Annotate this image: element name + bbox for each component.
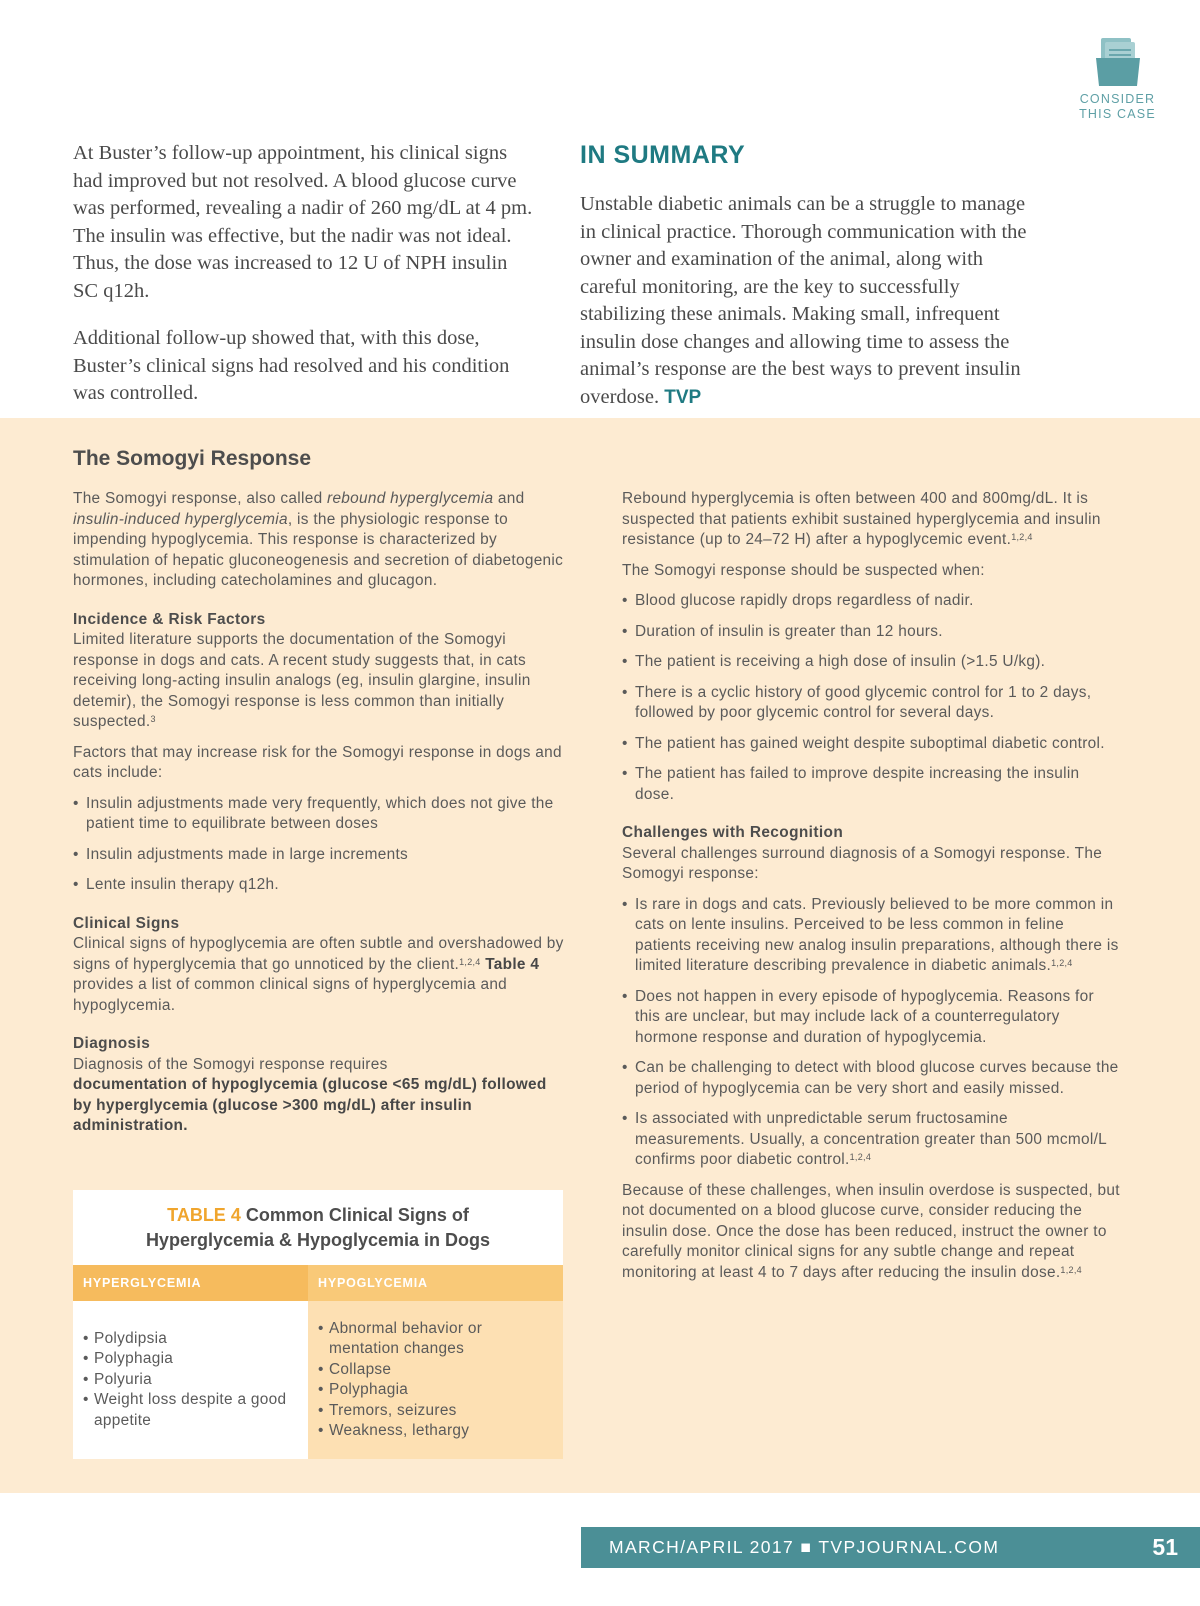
list-item: • Polydipsia [83, 1329, 298, 1350]
followup-paragraph-1: At Buster’s follow-up appointment, his clinical signs had improved but not resolved. A blood glucose curve was performed, revealing a nadir of 260 mg/dL at 4 pm. The insulin was effective, but the nadir was not ideal. Thus, the dose was increased to 12 U of NPH insulin SC q12h. [73, 142, 533, 302]
list-item: • Does not happen in every episode of hypoglycemia. Reasons for this are unclear, but may include lack of a counterregulatory hormone response and duration of hypoglycemia. [622, 987, 1122, 1049]
followup-paragraph-2: Additional follow-up showed that, with this dose, Buster’s clinical signs had resolved and his condition was controlled. [73, 327, 510, 404]
incidence-heading: Incidence & Risk Factors [73, 610, 266, 628]
risk-factor-list [73, 794, 568, 896]
list-item: • Can be challenging to detect with blood glucose curves because the period of hypoglycemia can be very short and easily missed. [622, 1058, 1122, 1099]
table-4-title: TABLE 4 Common Clinical Signs of Hyperglycemia & Hypoglycemia in Dogs [73, 1190, 563, 1265]
page-footer [581, 1527, 1200, 1568]
hypoglycemia-header: HYPOGLYCEMIA [308, 1265, 563, 1301]
factors-intro: Factors that may increase risk for the Somogyi response in dogs and cats include: [73, 743, 562, 781]
list-item: • Polyphagia [83, 1349, 298, 1370]
list-item: • The patient is receiving a high dose of insulin (>1.5 U/kg). [622, 652, 1122, 673]
hypoglycemia-column [308, 1265, 563, 1459]
suspect-list [622, 591, 1122, 805]
list-item: • Polyphagia [318, 1380, 553, 1401]
sidebar-title: The Somogyi Response [73, 447, 312, 470]
list-item: • The patient has gained weight despite suboptimal diabetic control. [622, 734, 1122, 755]
tvp-end-mark: TVP [664, 386, 702, 408]
somogyi-intro: The Somogyi response, also called rebound hyperglycemia and insulin-induced hyperglycemia, is the physiologic response to impending hypoglycemia. This response is characterized by stimulation of hepatic gluconeogenesis and secretion of diabetogenic hormones, including catecholamines and glucagon. [73, 490, 564, 589]
hyperglycemia-signs-list [83, 1329, 298, 1432]
challenges-list [622, 895, 1122, 1171]
list-item: • Insulin adjustments made in large increments [73, 845, 568, 866]
list-item: • Duration of insulin is greater than 12 hours. [622, 622, 1122, 643]
challenges-heading: Challenges with Recognition [622, 824, 844, 841]
footer-issue-url: MARCH/APRIL 2017 ■ TVPJOURNAL.COM [609, 1537, 1000, 1557]
clinical-signs-text: Clinical signs of hypoglycemia are often subtle and overshadowed by signs of hyperglycemia that go unnoticed by the client.$^{1,2,4}$ Table 4 provides a list of common clinical signs of hyperglycemia and hypoglycemia. [73, 935, 564, 1014]
list-item: • Polyuria [83, 1370, 298, 1391]
list-item: • There is a cyclic history of good glycemic control for 1 to 2 days, followed by poor glycemic control for several days. [622, 683, 1122, 724]
consider-this-case-badge [1070, 34, 1165, 122]
suspect-intro: The Somogyi response should be suspected when: [622, 561, 985, 579]
clinical-signs-heading: Clinical Signs [73, 914, 180, 932]
list-item: • Tremors, seizures [318, 1401, 553, 1422]
case-folder-icon [1093, 34, 1143, 88]
in-summary-title: IN SUMMARY [580, 141, 746, 169]
sidebar-right-column [622, 489, 1122, 1293]
list-item: • The patient has failed to improve despite increasing the insulin dose. [622, 764, 1122, 805]
badge-line-1: CONSIDER [1079, 92, 1156, 106]
table-4 [73, 1190, 563, 1459]
diagnosis-text: Diagnosis of the Somogyi response requires documentation of hypoglycemia (glucose <65 mg/dL) followed by hyperglycemia (glucose >300 mg/dL) after insulin administration. [73, 1055, 547, 1134]
hypoglycemia-signs-list [318, 1319, 553, 1442]
challenges-closing: Because of these challenges, when insulin overdose is suspected, but not documented on a blood glucose curve, consider reducing the insulin dose. Once the dose has been reduced, instruct the owner to carefully monitor clinical signs for any subtle change and repeat monitoring at least 4 to 7 days after reducing the insulin dose.$^{1,2,4}$ [622, 1181, 1120, 1281]
rebound-text: Rebound hyperglycemia is often between 400 and 800mg/dL. It is suspected that patients exhibit sustained hyperglycemia and insulin resistance (up to 24–72 H) after a hypoglycemic event.$^{1,2,4}$ [622, 490, 1101, 548]
list-item: • Is rare in dogs and cats. Previously believed to be more common in cats on lente insulins. Perceived to be less common in feline patients receiving new analog insulin preparations, although there is limited literature describing prevalence in diabetic animals.$^{1,2,4}$ [622, 895, 1122, 977]
list-item: • Insulin adjustments made very frequently, which does not give the patient time to equilibrate between doses [73, 794, 568, 835]
in-summary-column [580, 140, 1040, 411]
list-item: • Lente insulin therapy q12h. [73, 875, 568, 896]
diagnosis-heading: Diagnosis [73, 1035, 151, 1052]
list-item: • Abnormal behavior or mentation changes [318, 1319, 553, 1360]
page-number: 51 [1152, 1534, 1178, 1560]
hyperglycemia-header: HYPERGLYCEMIA [73, 1265, 308, 1301]
list-item: • Blood glucose rapidly drops regardless of nadir. [622, 591, 1122, 612]
challenges-intro: Several challenges surround diagnosis of a Somogyi response. The Somogyi response: [622, 844, 1103, 882]
sidebar-left-column [73, 489, 568, 1147]
in-summary-body: Unstable diabetic animals can be a struggle to manage in clinical practice. Thorough communication with the owner and examination of the animal, along with careful monitoring, are the key to successfully stabilizing these animals. Making small, infrequent insulin dose changes and allowing time to assess the animal’s response are the best ways to prevent insulin overdose. [580, 193, 1027, 408]
list-item: • Weakness, lethargy [318, 1421, 553, 1442]
list-item: • Collapse [318, 1360, 553, 1381]
hyperglycemia-column [73, 1265, 308, 1459]
incidence-text: Limited literature supports the documentation of the Somogyi response in dogs and cats. A recent study suggests that, in cats receiving long-acting insulin analogs (eg, insulin glargine, insulin detemir), the Somogyi response is less common than initially suspected.$^3$ [73, 631, 531, 730]
list-item: • Weight loss despite a good appetite [83, 1390, 298, 1431]
badge-line-2: THIS CASE [1079, 107, 1156, 121]
in-summary-text [580, 191, 1040, 411]
case-followup-column [73, 140, 535, 428]
table-4-label: TABLE 4 [167, 1205, 241, 1225]
list-item: • Is associated with unpredictable serum fructosamine measurements. Usually, a concentration greater than 500 mcmol/L confirms poor diabetic control.$^{1,2,4}$ [622, 1109, 1122, 1171]
